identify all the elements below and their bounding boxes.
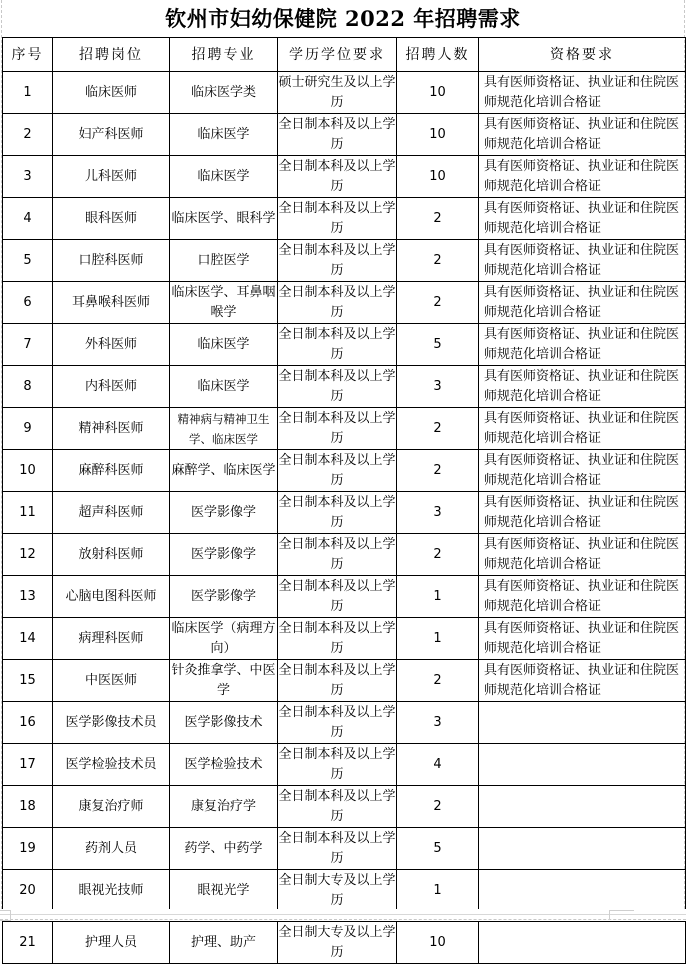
major-cell: 麻醉学、临床医学 <box>170 450 278 492</box>
count-cell: 1 <box>397 618 479 660</box>
qualification-cell: 具有医师资格证、执业证和住院医师规范化培训合格证 <box>479 198 686 240</box>
table-row <box>3 282 686 324</box>
recruitment-table <box>2 37 686 912</box>
education-cell: 全日制本科及以上学历 <box>278 576 397 618</box>
row-number: 7 <box>3 324 53 366</box>
position-cell: 外科医师 <box>53 324 170 366</box>
table-row <box>3 240 686 282</box>
count-cell: 10 <box>397 922 479 964</box>
table-row <box>3 156 686 198</box>
major-cell: 针灸推拿学、中医学 <box>170 660 278 702</box>
count-cell: 2 <box>397 786 479 828</box>
qualification-cell <box>479 922 686 964</box>
table-row <box>3 492 686 534</box>
table-header-row <box>3 38 686 72</box>
table-row <box>3 576 686 618</box>
document-title: 钦州市妇幼保健院 2022 年招聘需求 <box>165 6 521 31</box>
education-cell: 全日制本科及以上学历 <box>278 786 397 828</box>
row-number: 8 <box>3 366 53 408</box>
major-cell: 临床医学 <box>170 114 278 156</box>
position-cell: 心脑电图科医师 <box>53 576 170 618</box>
position-cell: 中医医师 <box>53 660 170 702</box>
education-cell: 全日制本科及以上学历 <box>278 702 397 744</box>
education-cell: 全日制本科及以上学历 <box>278 408 397 450</box>
education-cell: 全日制本科及以上学历 <box>278 450 397 492</box>
major-cell: 临床医学、眼科学 <box>170 198 278 240</box>
count-cell: 2 <box>397 198 479 240</box>
count-cell: 2 <box>397 534 479 576</box>
major-cell: 临床医学类 <box>170 72 278 114</box>
education-cell: 全日制本科及以上学历 <box>278 660 397 702</box>
major-cell: 临床医学 <box>170 324 278 366</box>
major-cell: 精神病与精神卫生学、临床医学 <box>170 408 278 450</box>
row-number: 3 <box>3 156 53 198</box>
major-cell: 眼视光学 <box>170 870 278 912</box>
header-education: 学历学位要求 <box>278 38 397 72</box>
row-number: 13 <box>3 576 53 618</box>
table-row <box>3 922 686 964</box>
count-cell: 3 <box>397 366 479 408</box>
qualification-cell: 具有医师资格证、执业证和住院医师规范化培训合格证 <box>479 534 686 576</box>
row-number: 4 <box>3 198 53 240</box>
table-row <box>3 324 686 366</box>
table-row <box>3 114 686 156</box>
count-cell: 4 <box>397 744 479 786</box>
table-row <box>3 450 686 492</box>
major-cell: 医学影像技术 <box>170 702 278 744</box>
education-cell: 全日制本科及以上学历 <box>278 492 397 534</box>
header-position: 招聘岗位 <box>53 38 170 72</box>
qualification-cell <box>479 786 686 828</box>
page-break-guide <box>0 919 686 920</box>
page-corner-mark-right <box>609 910 634 920</box>
major-cell: 药学、中药学 <box>170 828 278 870</box>
position-cell: 麻醉科医师 <box>53 450 170 492</box>
row-number: 21 <box>3 922 53 964</box>
row-number: 19 <box>3 828 53 870</box>
count-cell: 5 <box>397 324 479 366</box>
row-number: 20 <box>3 870 53 912</box>
count-cell: 10 <box>397 114 479 156</box>
header-no: 序号 <box>3 38 53 72</box>
qualification-cell <box>479 870 686 912</box>
table-row <box>3 828 686 870</box>
qualification-cell <box>479 702 686 744</box>
qualification-cell <box>479 828 686 870</box>
page-corner-mark-left <box>0 910 11 921</box>
row-number: 2 <box>3 114 53 156</box>
qualification-cell: 具有医师资格证、执业证和住院医师规范化培训合格证 <box>479 492 686 534</box>
qualification-cell: 具有医师资格证、执业证和住院医师规范化培训合格证 <box>479 282 686 324</box>
position-cell: 眼视光技师 <box>53 870 170 912</box>
row-number: 5 <box>3 240 53 282</box>
position-cell: 放射科医师 <box>53 534 170 576</box>
qualification-cell: 具有医师资格证、执业证和住院医师规范化培训合格证 <box>479 408 686 450</box>
position-cell: 耳鼻喉科医师 <box>53 282 170 324</box>
table-row <box>3 198 686 240</box>
row-number: 6 <box>3 282 53 324</box>
qualification-cell <box>479 744 686 786</box>
qualification-cell: 具有医师资格证、执业证和住院医师规范化培训合格证 <box>479 72 686 114</box>
row-number: 9 <box>3 408 53 450</box>
education-cell: 全日制本科及以上学历 <box>278 366 397 408</box>
position-cell: 妇产科医师 <box>53 114 170 156</box>
position-cell: 超声科医师 <box>53 492 170 534</box>
qualification-cell: 具有医师资格证、执业证和住院医师规范化培训合格证 <box>479 240 686 282</box>
row-number: 1 <box>3 72 53 114</box>
position-cell: 精神科医师 <box>53 408 170 450</box>
table-row <box>3 618 686 660</box>
major-cell: 医学检验技术 <box>170 744 278 786</box>
table-row <box>3 786 686 828</box>
row-number: 17 <box>3 744 53 786</box>
table-row <box>3 366 686 408</box>
qualification-cell: 具有医师资格证、执业证和住院医师规范化培训合格证 <box>479 618 686 660</box>
row-number: 14 <box>3 618 53 660</box>
position-cell: 内科医师 <box>53 366 170 408</box>
row-number: 16 <box>3 702 53 744</box>
count-cell: 3 <box>397 702 479 744</box>
header-major: 招聘专业 <box>170 38 278 72</box>
major-cell: 临床医学、耳鼻咽喉学 <box>170 282 278 324</box>
table-row <box>3 660 686 702</box>
count-cell: 1 <box>397 870 479 912</box>
education-cell: 全日制本科及以上学历 <box>278 156 397 198</box>
recruitment-table-continued <box>2 921 686 964</box>
qualification-cell: 具有医师资格证、执业证和住院医师规范化培训合格证 <box>479 660 686 702</box>
count-cell: 10 <box>397 156 479 198</box>
major-cell: 医学影像学 <box>170 492 278 534</box>
table-row <box>3 744 686 786</box>
education-cell: 全日制大专及以上学历 <box>278 922 397 964</box>
qualification-cell: 具有医师资格证、执业证和住院医师规范化培训合格证 <box>479 114 686 156</box>
major-cell: 医学影像学 <box>170 534 278 576</box>
education-cell: 全日制本科及以上学历 <box>278 828 397 870</box>
position-cell: 药剂人员 <box>53 828 170 870</box>
position-cell: 康复治疗师 <box>53 786 170 828</box>
position-cell: 眼科医师 <box>53 198 170 240</box>
row-number: 11 <box>3 492 53 534</box>
count-cell: 5 <box>397 828 479 870</box>
count-cell: 2 <box>397 408 479 450</box>
position-cell: 护理人员 <box>53 922 170 964</box>
qualification-cell: 具有医师资格证、执业证和住院医师规范化培训合格证 <box>479 576 686 618</box>
position-cell: 病理科医师 <box>53 618 170 660</box>
count-cell: 10 <box>397 72 479 114</box>
education-cell: 全日制本科及以上学历 <box>278 744 397 786</box>
count-cell: 3 <box>397 492 479 534</box>
count-cell: 2 <box>397 450 479 492</box>
table-row <box>3 72 686 114</box>
major-cell: 临床医学（病理方向） <box>170 618 278 660</box>
row-number: 15 <box>3 660 53 702</box>
row-number: 18 <box>3 786 53 828</box>
position-cell: 儿科医师 <box>53 156 170 198</box>
count-cell: 2 <box>397 282 479 324</box>
table-row <box>3 408 686 450</box>
education-cell: 硕士研究生及以上学历 <box>278 72 397 114</box>
position-cell: 医学影像技术员 <box>53 702 170 744</box>
count-cell: 1 <box>397 576 479 618</box>
count-cell: 2 <box>397 240 479 282</box>
major-cell: 口腔医学 <box>170 240 278 282</box>
qualification-cell: 具有医师资格证、执业证和住院医师规范化培训合格证 <box>479 156 686 198</box>
table-row <box>3 870 686 912</box>
header-qualification: 资格要求 <box>479 38 686 72</box>
major-cell: 医学影像学 <box>170 576 278 618</box>
major-cell: 护理、助产 <box>170 922 278 964</box>
position-cell: 口腔科医师 <box>53 240 170 282</box>
qualification-cell: 具有医师资格证、执业证和住院医师规范化培训合格证 <box>479 450 686 492</box>
education-cell: 全日制本科及以上学历 <box>278 324 397 366</box>
education-cell: 全日制本科及以上学历 <box>278 114 397 156</box>
row-number: 10 <box>3 450 53 492</box>
header-count: 招聘人数 <box>397 38 479 72</box>
qualification-cell: 具有医师资格证、执业证和住院医师规范化培训合格证 <box>479 324 686 366</box>
count-cell: 2 <box>397 660 479 702</box>
page-break-line <box>0 914 686 915</box>
major-cell: 康复治疗学 <box>170 786 278 828</box>
table-row <box>3 702 686 744</box>
major-cell: 临床医学 <box>170 156 278 198</box>
major-cell: 临床医学 <box>170 366 278 408</box>
education-cell: 全日制大专及以上学历 <box>278 870 397 912</box>
row-number: 12 <box>3 534 53 576</box>
education-cell: 全日制本科及以上学历 <box>278 534 397 576</box>
qualification-cell: 具有医师资格证、执业证和住院医师规范化培训合格证 <box>479 366 686 408</box>
education-cell: 全日制本科及以上学历 <box>278 282 397 324</box>
education-cell: 全日制本科及以上学历 <box>278 618 397 660</box>
position-cell: 临床医师 <box>53 72 170 114</box>
position-cell: 医学检验技术员 <box>53 744 170 786</box>
education-cell: 全日制本科及以上学历 <box>278 240 397 282</box>
education-cell: 全日制本科及以上学历 <box>278 198 397 240</box>
table-row <box>3 534 686 576</box>
